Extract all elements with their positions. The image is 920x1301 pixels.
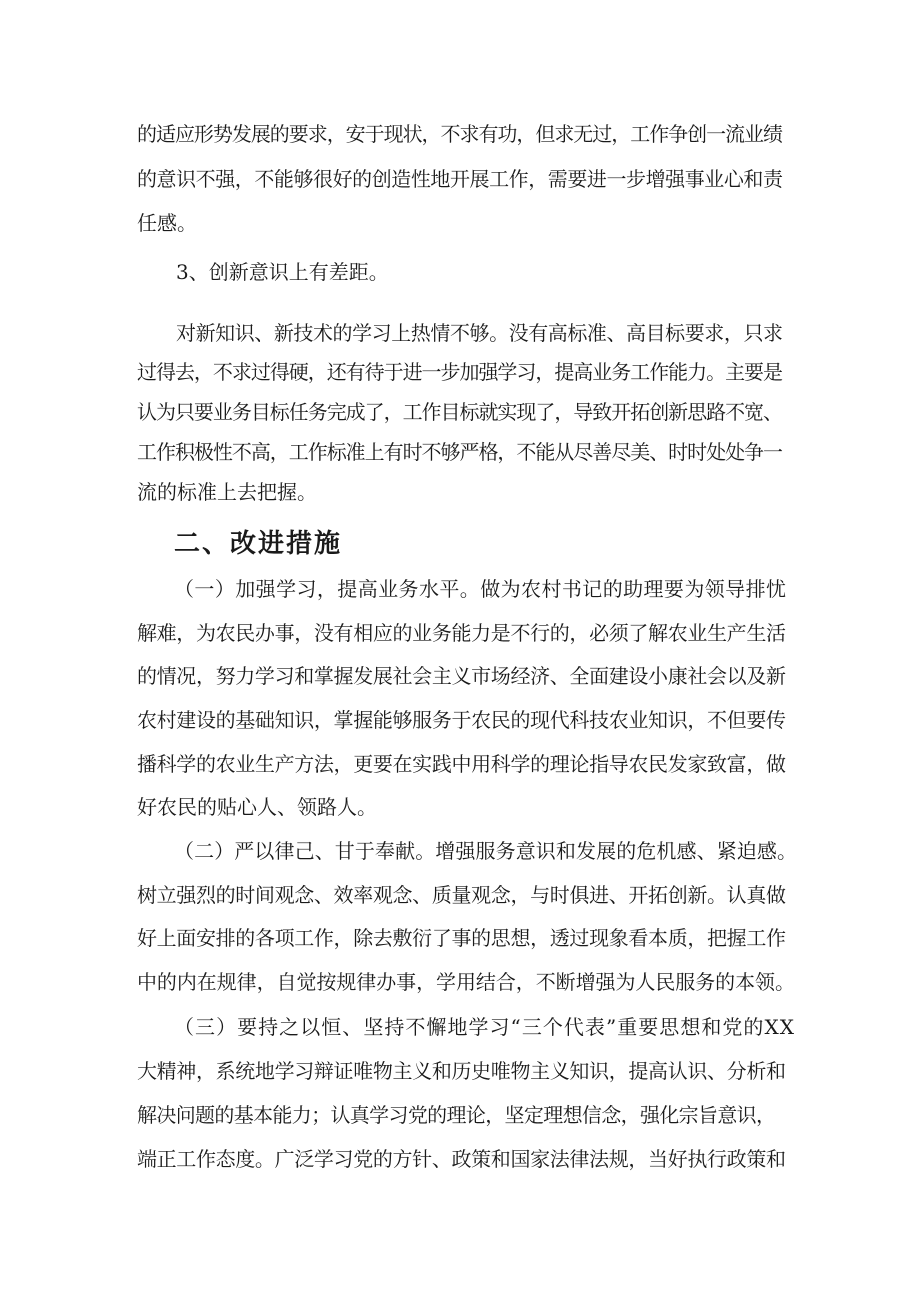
text-run: 3、创新意识上有差距。	[176, 260, 389, 284]
text-run: （三）要持之以恒、坚持不懈地学习“三个代表”重要思想和党的XX	[174, 1015, 796, 1039]
text-run: 流的标准上去把握。	[137, 480, 317, 504]
text-run: 播科学的农业生产方法，更要在实践中用科学的理论指导农民发家致富，做	[137, 752, 786, 776]
text-run: 任感。	[137, 211, 197, 235]
section-heading: 二、改进措施	[174, 529, 343, 559]
text-run: 的意识不强，不能够很好的创造性地开展工作，需要进一步增强事业心和责	[137, 167, 783, 191]
text-run: 工作积极性不高，工作标准上有时不够严格，不能从尽善尽美、时时处处争一	[137, 440, 782, 464]
text-run: 解难，为农民办事，没有相应的业务能力是不行的，必须了解农业生产生活	[137, 621, 786, 645]
text-run: （二）严以律己、甘于奉献。增强服务意识和发展的危机感、紧迫感。	[174, 839, 798, 863]
text-run: 好上面安排的各项工作，除去敷衍了事的思想，透过现象看本质，把握工作	[137, 926, 786, 950]
text-run: 过得去，不求过得硬，还有待于进一步加强学习，提高业务工作能力。主要是	[137, 360, 782, 384]
text-run: 认为只要业务目标任务完成了，工作目标就实现了，导致开拓创新思路不宽、	[137, 400, 782, 424]
text-run: 解决问题的基本能力；认真学习党的理论，坚定理想信念，强化宗旨意识，	[137, 1103, 776, 1127]
text-run: （一）加强学习，提高业务水平。做为农村书记的助理要为领导排忧	[174, 577, 787, 601]
text-run: 的适应形势发展的要求，安于现状，不求有功，但求无过，工作争创一流业绩	[137, 122, 782, 146]
text-run: 中的内在规律，自觉按规律办事，学用结合，不断增强为人民服务的本领。	[137, 970, 795, 994]
text-run: 端正工作态度。广泛学习党的方针、政策和国家法律法规，当好执行政策和	[137, 1147, 786, 1171]
text-run: 树立强烈的时间观念、效率观念、质量观念，与时俱进、开拓创新。认真做	[137, 883, 786, 907]
text-run: 好农民的贴心人、领路人。	[137, 795, 377, 819]
text-run: 农村建设的基础知识，掌握能够服务于农民的现代科技农业知识，不但要传	[137, 708, 786, 732]
text-run: 的情况，努力学习和掌握发展社会主义市场经济、全面建设小康社会以及新	[137, 664, 786, 688]
text-run: 对新知识、新技术的学习上热情不够。没有高标准、高目标要求，只求	[176, 321, 783, 345]
text-run: 大精神，系统地学习辩证唯物主义和历史唯物主义知识，提高认识、分析和	[137, 1059, 786, 1083]
